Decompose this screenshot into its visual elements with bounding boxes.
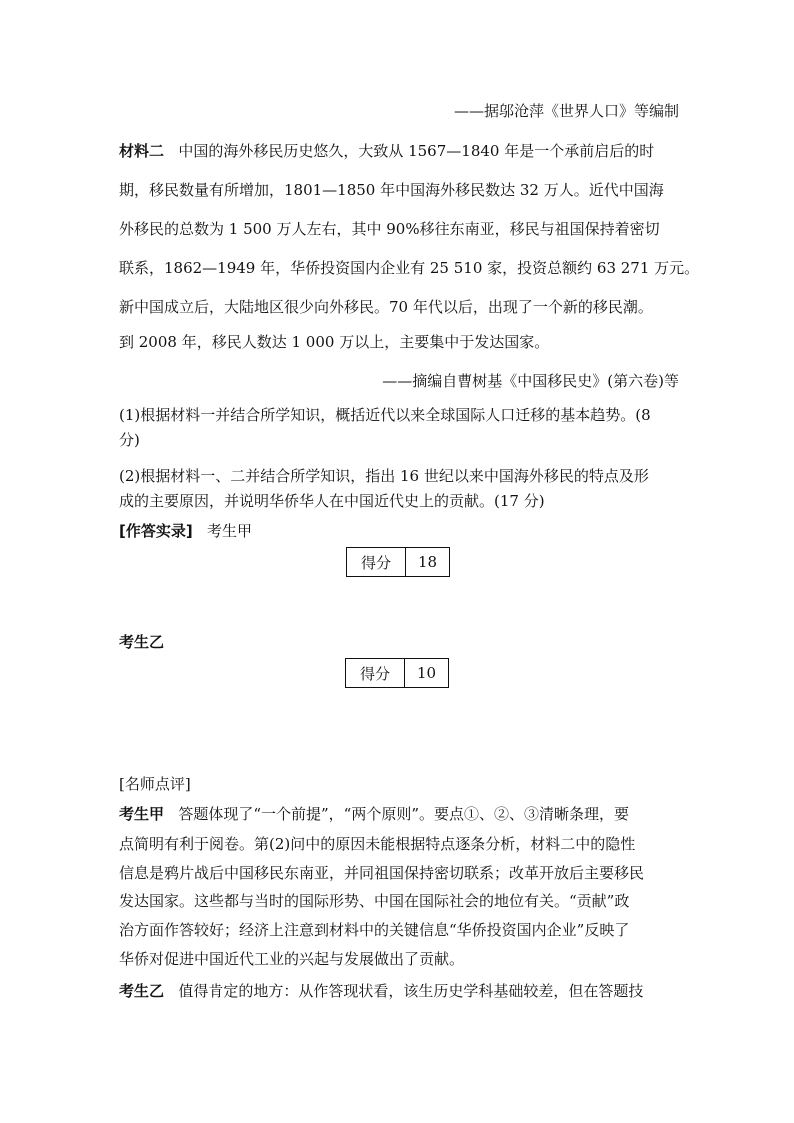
material2-text: 中国的海外移民历史悠久，大致从 1567—1840 年是一个承前启后的时: [178, 142, 655, 160]
student-a-name: 考生甲: [207, 522, 253, 540]
material2-line-2: 期，移民数量有所增加，1801—1850 年中国海外移民数达 32 万人。近代中国海: [119, 181, 664, 199]
comment-a-line-1: [119, 804, 679, 824]
answer-record-label: [作答实录]: [119, 522, 193, 540]
comment-a-line-6: 华侨对促进中国近代工业的兴起与发展做出了贡献。: [119, 950, 465, 968]
comment-a-line-5: 治方面作答较好；经济上注意到材料中的关键信息“华侨投资国内企业”反映了: [119, 921, 630, 939]
question-1-line-2: 分): [119, 431, 140, 449]
source-citation-1: ——据邬沧萍《世界人口》等编制: [453, 102, 679, 120]
comment-b-name: 考生乙: [119, 982, 165, 1000]
comment-a-line-4: 发达国家。这些都与当时的国际形势、中国在国际社会的地位有关。“贡献”政: [119, 892, 630, 910]
comment-b-line-1: [119, 981, 679, 1001]
comment-a-line-2: 点简明有利于阅卷。第(2)问中的原因未能根据特点逐条分析，材料二中的隐性: [119, 835, 636, 853]
score-table-a: [346, 547, 450, 577]
material2-line-6: 到 2008 年，移民人数达 1 000 万以上，主要集中于发达国家。: [119, 333, 550, 351]
material2-line-3: 外移民的总数为 1 500 万人左右，其中 90%移往东南亚，移民与祖国保持着密切: [119, 220, 660, 238]
material2-line-4: 联系，1862—1949 年，华侨投资国内企业有 25 510 家，投资总额约 63 271 万元。: [119, 259, 700, 277]
score-label-a: 得分: [347, 548, 406, 577]
source-citation-2: ——摘编自曹树基《中国移民史》(第六卷)等: [382, 372, 679, 390]
score-value-b: 10: [405, 659, 449, 688]
answer-record-heading: [119, 521, 679, 541]
comment-a-name: 考生甲: [119, 805, 165, 823]
student-b-heading: 考生乙: [119, 633, 165, 651]
comment-a-line-3: 信息是鸦片战后中国移民东南亚，并同祖国保持密切联系；改革开放后主要移民: [119, 864, 645, 882]
teacher-comment-label: [名师点评]: [119, 775, 191, 793]
comment-b-text: 值得肯定的地方：从作答现状看，该生历史学科基础较差，但在答题技: [178, 982, 644, 1000]
question-1-line-1: (1)根据材料一并结合所学知识，概括近代以来全球国际人口迁移的基本趋势。(8: [119, 406, 651, 424]
material2-line-5: 新中国成立后，大陆地区很少向外移民。70 年代以后，出现了一个新的移民潮。: [119, 298, 653, 316]
comment-a-text: 答题体现了“一个前提”，“两个原则”。要点①、②、③清晰条理，要: [178, 805, 630, 823]
score-table-b: [345, 658, 449, 688]
question-2-line-2: 成的主要原因，并说明华侨华人在中国近代史上的贡献。(17 分): [119, 492, 545, 510]
material2-line-1: [119, 141, 679, 161]
question-2-line-1: (2)根据材料一、二并结合所学知识，指出 16 世纪以来中国海外移民的特点及形: [119, 467, 649, 485]
score-label-b: 得分: [346, 659, 405, 688]
material2-label: 材料二: [119, 142, 165, 160]
score-value-a: 18: [406, 548, 450, 577]
